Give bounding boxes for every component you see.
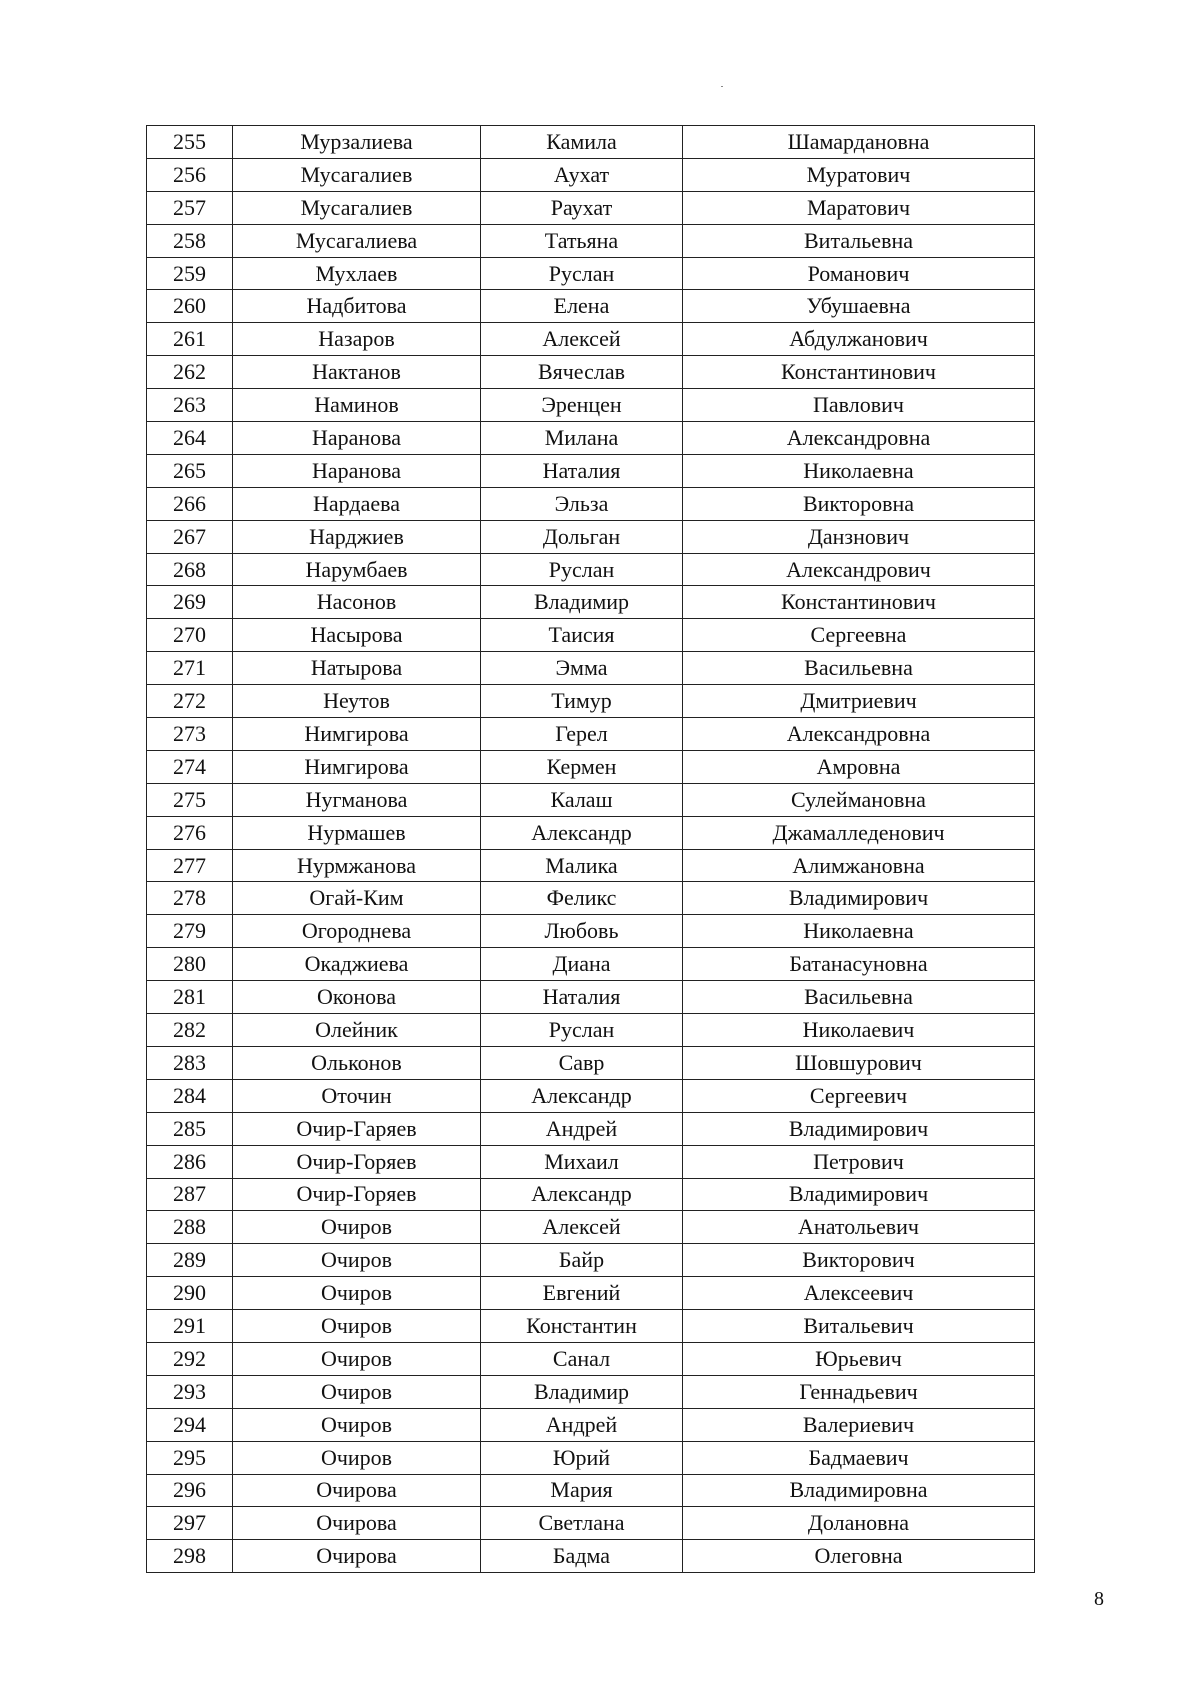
scan-speck — [721, 86, 723, 87]
patronymic-cell: Владимировна — [683, 1474, 1035, 1507]
first-name-cell: Малика — [481, 849, 683, 882]
first-name-cell: Татьяна — [481, 224, 683, 257]
patronymic-cell: Владимирович — [683, 882, 1035, 915]
patronymic-cell: Владимирович — [683, 1112, 1035, 1145]
patronymic-cell: Валериевич — [683, 1408, 1035, 1441]
patronymic-cell: Юрьевич — [683, 1342, 1035, 1375]
last-name-cell: Мусагалиев — [233, 158, 481, 191]
patronymic-cell: Владимирович — [683, 1178, 1035, 1211]
first-name-cell: Герел — [481, 718, 683, 751]
patronymic-cell: Батанасуновна — [683, 948, 1035, 981]
patronymic-cell: Константинович — [683, 356, 1035, 389]
first-name-cell: Руслан — [481, 257, 683, 290]
table-row — [147, 158, 1035, 191]
row-number: 288 — [147, 1211, 233, 1244]
first-name-cell: Бадма — [481, 1540, 683, 1573]
last-name-cell: Нардаева — [233, 487, 481, 520]
first-name-cell: Тимур — [481, 685, 683, 718]
first-name-cell: Эльза — [481, 487, 683, 520]
patronymic-cell: Абдулжанович — [683, 323, 1035, 356]
row-number: 280 — [147, 948, 233, 981]
patronymic-cell: Александрович — [683, 553, 1035, 586]
row-number: 286 — [147, 1145, 233, 1178]
patronymic-cell: Павлович — [683, 389, 1035, 422]
last-name-cell: Огороднева — [233, 915, 481, 948]
table-row — [147, 783, 1035, 816]
row-number: 283 — [147, 1046, 233, 1079]
last-name-cell: Очиров — [233, 1375, 481, 1408]
table-row — [147, 454, 1035, 487]
first-name-cell: Дольган — [481, 520, 683, 553]
table-row — [147, 1014, 1035, 1047]
last-name-cell: Огай-Ким — [233, 882, 481, 915]
patronymic-cell: Алексеевич — [683, 1277, 1035, 1310]
row-number: 255 — [147, 126, 233, 159]
table-row — [147, 356, 1035, 389]
last-name-cell: Очиров — [233, 1342, 481, 1375]
last-name-cell: Мусагалиев — [233, 191, 481, 224]
first-name-cell: Светлана — [481, 1507, 683, 1540]
patronymic-cell: Васильевна — [683, 652, 1035, 685]
first-name-cell: Константин — [481, 1310, 683, 1343]
last-name-cell: Натырова — [233, 652, 481, 685]
row-number: 264 — [147, 422, 233, 455]
last-name-cell: Нарумбаев — [233, 553, 481, 586]
last-name-cell: Очиров — [233, 1277, 481, 1310]
patronymic-cell: Шамардановна — [683, 126, 1035, 159]
table-row — [147, 849, 1035, 882]
table-row — [147, 1507, 1035, 1540]
table-row — [147, 915, 1035, 948]
first-name-cell: Санал — [481, 1342, 683, 1375]
table-row — [147, 750, 1035, 783]
row-number: 269 — [147, 586, 233, 619]
row-number: 267 — [147, 520, 233, 553]
patronymic-cell: Викторовна — [683, 487, 1035, 520]
first-name-cell: Вячеслав — [481, 356, 683, 389]
patronymic-cell: Шовшурович — [683, 1046, 1035, 1079]
first-name-cell: Александр — [481, 1079, 683, 1112]
table-row — [147, 586, 1035, 619]
table-row — [147, 1342, 1035, 1375]
patronymic-cell: Сергеевич — [683, 1079, 1035, 1112]
row-number: 284 — [147, 1079, 233, 1112]
first-name-cell: Алексей — [481, 1211, 683, 1244]
first-name-cell: Любовь — [481, 915, 683, 948]
patronymic-cell: Маратович — [683, 191, 1035, 224]
last-name-cell: Насырова — [233, 619, 481, 652]
first-name-cell: Раухат — [481, 191, 683, 224]
last-name-cell: Мурзалиева — [233, 126, 481, 159]
patronymic-cell: Сергеевна — [683, 619, 1035, 652]
last-name-cell: Мухлаев — [233, 257, 481, 290]
first-name-cell: Евгений — [481, 1277, 683, 1310]
last-name-cell: Надбитова — [233, 290, 481, 323]
table-row — [147, 685, 1035, 718]
table-row — [147, 816, 1035, 849]
table-row — [147, 882, 1035, 915]
first-name-cell: Наталия — [481, 454, 683, 487]
table-row — [147, 1244, 1035, 1277]
last-name-cell: Очир-Горяев — [233, 1145, 481, 1178]
first-name-cell: Наталия — [481, 981, 683, 1014]
row-number: 260 — [147, 290, 233, 323]
patronymic-cell: Данзнович — [683, 520, 1035, 553]
table-row — [147, 191, 1035, 224]
row-number: 263 — [147, 389, 233, 422]
row-number: 268 — [147, 553, 233, 586]
patronymic-cell: Джамалледенович — [683, 816, 1035, 849]
last-name-cell: Нугманова — [233, 783, 481, 816]
patronymic-cell: Александровна — [683, 422, 1035, 455]
table-row — [147, 718, 1035, 751]
table-row — [147, 1079, 1035, 1112]
first-name-cell: Таисия — [481, 619, 683, 652]
last-name-cell: Очиров — [233, 1211, 481, 1244]
row-number: 257 — [147, 191, 233, 224]
first-name-cell: Байр — [481, 1244, 683, 1277]
row-number: 275 — [147, 783, 233, 816]
table-row — [147, 1474, 1035, 1507]
row-number: 262 — [147, 356, 233, 389]
table-row — [147, 619, 1035, 652]
table-row — [147, 1375, 1035, 1408]
row-number: 297 — [147, 1507, 233, 1540]
last-name-cell: Очирова — [233, 1507, 481, 1540]
table-row — [147, 981, 1035, 1014]
table-row — [147, 1310, 1035, 1343]
patronymic-cell: Константинович — [683, 586, 1035, 619]
first-name-cell: Михаил — [481, 1145, 683, 1178]
patronymic-cell: Амровна — [683, 750, 1035, 783]
table-row — [147, 224, 1035, 257]
last-name-cell: Олейник — [233, 1014, 481, 1047]
last-name-cell: Очиров — [233, 1408, 481, 1441]
row-number: 259 — [147, 257, 233, 290]
roster-table — [146, 125, 1035, 1573]
table-row — [147, 1145, 1035, 1178]
patronymic-cell: Николаевна — [683, 915, 1035, 948]
row-number: 278 — [147, 882, 233, 915]
first-name-cell: Кермен — [481, 750, 683, 783]
row-number: 295 — [147, 1441, 233, 1474]
first-name-cell: Савр — [481, 1046, 683, 1079]
table-row — [147, 948, 1035, 981]
last-name-cell: Назаров — [233, 323, 481, 356]
row-number: 296 — [147, 1474, 233, 1507]
first-name-cell: Елена — [481, 290, 683, 323]
row-number: 291 — [147, 1310, 233, 1343]
roster-table-body — [147, 126, 1035, 1573]
last-name-cell: Ольконов — [233, 1046, 481, 1079]
table-row — [147, 487, 1035, 520]
row-number: 261 — [147, 323, 233, 356]
last-name-cell: Оточин — [233, 1079, 481, 1112]
last-name-cell: Наранова — [233, 454, 481, 487]
row-number: 290 — [147, 1277, 233, 1310]
patronymic-cell: Сулеймановна — [683, 783, 1035, 816]
table-row — [147, 1178, 1035, 1211]
first-name-cell: Владимир — [481, 586, 683, 619]
last-name-cell: Нурмашев — [233, 816, 481, 849]
first-name-cell: Калаш — [481, 783, 683, 816]
table-row — [147, 422, 1035, 455]
row-number: 276 — [147, 816, 233, 849]
table-row — [147, 1046, 1035, 1079]
first-name-cell: Андрей — [481, 1408, 683, 1441]
row-number: 282 — [147, 1014, 233, 1047]
first-name-cell: Андрей — [481, 1112, 683, 1145]
last-name-cell: Насонов — [233, 586, 481, 619]
page-number: 8 — [1094, 1588, 1104, 1610]
patronymic-cell: Викторович — [683, 1244, 1035, 1277]
row-number: 281 — [147, 981, 233, 1014]
row-number: 256 — [147, 158, 233, 191]
last-name-cell: Нимгирова — [233, 750, 481, 783]
row-number: 277 — [147, 849, 233, 882]
patronymic-cell: Анатольевич — [683, 1211, 1035, 1244]
last-name-cell: Неутов — [233, 685, 481, 718]
table-row — [147, 389, 1035, 422]
last-name-cell: Нурмжанова — [233, 849, 481, 882]
patronymic-cell: Васильевна — [683, 981, 1035, 1014]
row-number: 265 — [147, 454, 233, 487]
table-row — [147, 1408, 1035, 1441]
row-number: 285 — [147, 1112, 233, 1145]
first-name-cell: Александр — [481, 1178, 683, 1211]
row-number: 289 — [147, 1244, 233, 1277]
first-name-cell: Алексей — [481, 323, 683, 356]
last-name-cell: Очиров — [233, 1310, 481, 1343]
patronymic-cell: Александровна — [683, 718, 1035, 751]
first-name-cell: Аухат — [481, 158, 683, 191]
last-name-cell: Очиров — [233, 1244, 481, 1277]
row-number: 293 — [147, 1375, 233, 1408]
patronymic-cell: Алимжановна — [683, 849, 1035, 882]
table-row — [147, 1441, 1035, 1474]
table-row — [147, 652, 1035, 685]
table-row — [147, 1277, 1035, 1310]
last-name-cell: Оконова — [233, 981, 481, 1014]
last-name-cell: Очирова — [233, 1540, 481, 1573]
last-name-cell: Очирова — [233, 1474, 481, 1507]
row-number: 271 — [147, 652, 233, 685]
row-number: 294 — [147, 1408, 233, 1441]
first-name-cell: Милана — [481, 422, 683, 455]
table-row — [147, 1540, 1035, 1573]
first-name-cell: Феликс — [481, 882, 683, 915]
table-row — [147, 323, 1035, 356]
last-name-cell: Очир-Горяев — [233, 1178, 481, 1211]
patronymic-cell: Дмитриевич — [683, 685, 1035, 718]
first-name-cell: Диана — [481, 948, 683, 981]
last-name-cell: Нарджиев — [233, 520, 481, 553]
table-row — [147, 553, 1035, 586]
row-number: 258 — [147, 224, 233, 257]
row-number: 270 — [147, 619, 233, 652]
last-name-cell: Очир-Гаряев — [233, 1112, 481, 1145]
patronymic-cell: Геннадьевич — [683, 1375, 1035, 1408]
row-number: 292 — [147, 1342, 233, 1375]
last-name-cell: Наминов — [233, 389, 481, 422]
first-name-cell: Камила — [481, 126, 683, 159]
table-row — [147, 257, 1035, 290]
first-name-cell: Юрий — [481, 1441, 683, 1474]
row-number: 279 — [147, 915, 233, 948]
first-name-cell: Руслан — [481, 553, 683, 586]
last-name-cell: Нактанов — [233, 356, 481, 389]
first-name-cell: Александр — [481, 816, 683, 849]
table-row — [147, 1211, 1035, 1244]
last-name-cell: Наранова — [233, 422, 481, 455]
row-number: 287 — [147, 1178, 233, 1211]
patronymic-cell: Петрович — [683, 1145, 1035, 1178]
row-number: 272 — [147, 685, 233, 718]
patronymic-cell: Олеговна — [683, 1540, 1035, 1573]
table-row — [147, 1112, 1035, 1145]
last-name-cell: Мусагалиева — [233, 224, 481, 257]
patronymic-cell: Николаевна — [683, 454, 1035, 487]
last-name-cell: Нимгирова — [233, 718, 481, 751]
row-number: 273 — [147, 718, 233, 751]
first-name-cell: Владимир — [481, 1375, 683, 1408]
last-name-cell: Очиров — [233, 1441, 481, 1474]
first-name-cell: Руслан — [481, 1014, 683, 1047]
row-number: 298 — [147, 1540, 233, 1573]
patronymic-cell: Убушаевна — [683, 290, 1035, 323]
first-name-cell: Эренцен — [481, 389, 683, 422]
first-name-cell: Эмма — [481, 652, 683, 685]
row-number: 274 — [147, 750, 233, 783]
patronymic-cell: Витальевна — [683, 224, 1035, 257]
last-name-cell: Окаджиева — [233, 948, 481, 981]
table-row — [147, 520, 1035, 553]
patronymic-cell: Бадмаевич — [683, 1441, 1035, 1474]
table-row — [147, 126, 1035, 159]
patronymic-cell: Долановна — [683, 1507, 1035, 1540]
patronymic-cell: Николаевич — [683, 1014, 1035, 1047]
table-row — [147, 290, 1035, 323]
patronymic-cell: Муратович — [683, 158, 1035, 191]
patronymic-cell: Витальевич — [683, 1310, 1035, 1343]
row-number: 266 — [147, 487, 233, 520]
roster-sheet — [146, 125, 1034, 1573]
patronymic-cell: Романович — [683, 257, 1035, 290]
first-name-cell: Мария — [481, 1474, 683, 1507]
